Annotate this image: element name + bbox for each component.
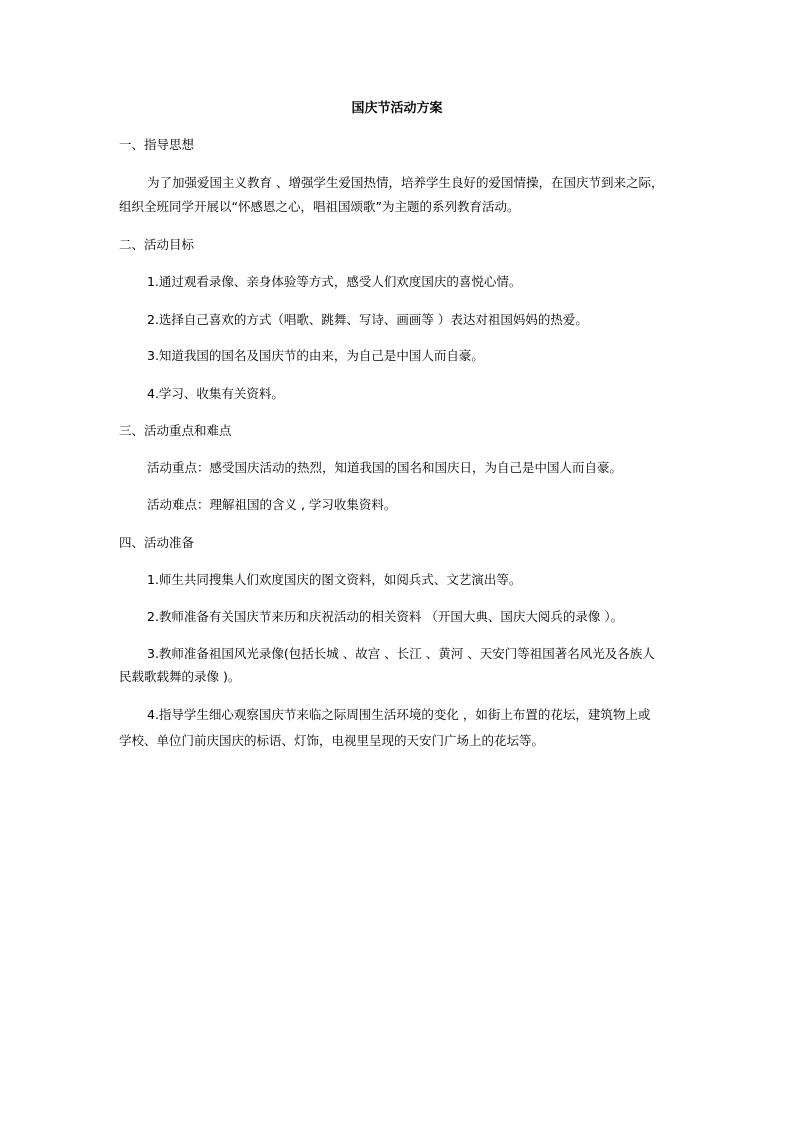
- paragraph-line: 活动重点：感受国庆活动的热烈，知道我国的国名和国庆日，为自己是中国人而自豪。: [147, 460, 623, 475]
- list-item: 4.指导学生细心观察国庆节来临之际周围生活环境的变化 ，如街上布置的花坛，建筑物上或: [147, 707, 651, 722]
- list-item: 3.教师准备祖国风光录像(包括长城 、故宫 、长江 、黄河 、天安门等祖国著名风光及各族人: [147, 646, 655, 661]
- list-item: 2.教师准备有关国庆节来历和庆祝活动的相关资料 （开国大典、国庆大阅兵的录像 ）。: [147, 609, 624, 624]
- section-heading-preparation: 四、活动准备: [119, 535, 195, 550]
- list-item-continuation: 学校、单位门前庆国庆的标语、灯饰，电视里呈现的天安门广场上的花坛等。: [119, 733, 545, 748]
- list-item: 2.选择自己喜欢的方式（唱歌、跳舞、写诗、画画等 ）表达对祖国妈妈的热爱。: [147, 312, 588, 327]
- section-heading-activity-goals: 二、活动目标: [119, 237, 195, 252]
- list-item-continuation: 民载歌载舞的录像 )。: [119, 669, 241, 684]
- section-heading-key-points: 三、活动重点和难点: [119, 423, 232, 438]
- list-item: 3.知道我国的国名及国庆节的由来，为自己是中国人而自豪。: [147, 348, 484, 363]
- list-item: 1.师生共同搜集人们欢度国庆的图文资料，如阅兵式、文艺演出等。: [147, 572, 522, 587]
- paragraph-line: 活动难点：理解祖国的含义 , 学习收集资料。: [147, 497, 397, 512]
- document-title: 国庆节活动方案: [351, 101, 443, 116]
- section-heading-guiding-ideology: 一、指导思想: [119, 137, 195, 152]
- list-item: 1.通过观看录像、亲身体验等方式，感受人们欢度国庆的喜悦心情。: [147, 274, 522, 289]
- paragraph-line: 组织全班同学开展以“怀感恩之心，唱祖国颂歌”为主题的系列教育活动。: [119, 199, 520, 214]
- list-item: 4.学习、收集有关资料。: [147, 386, 284, 401]
- paragraph-line: 为了加强爱国主义教育 、增强学生爱国热情，培养学生良好的爱国情操，在国庆节到来之际，: [147, 175, 664, 190]
